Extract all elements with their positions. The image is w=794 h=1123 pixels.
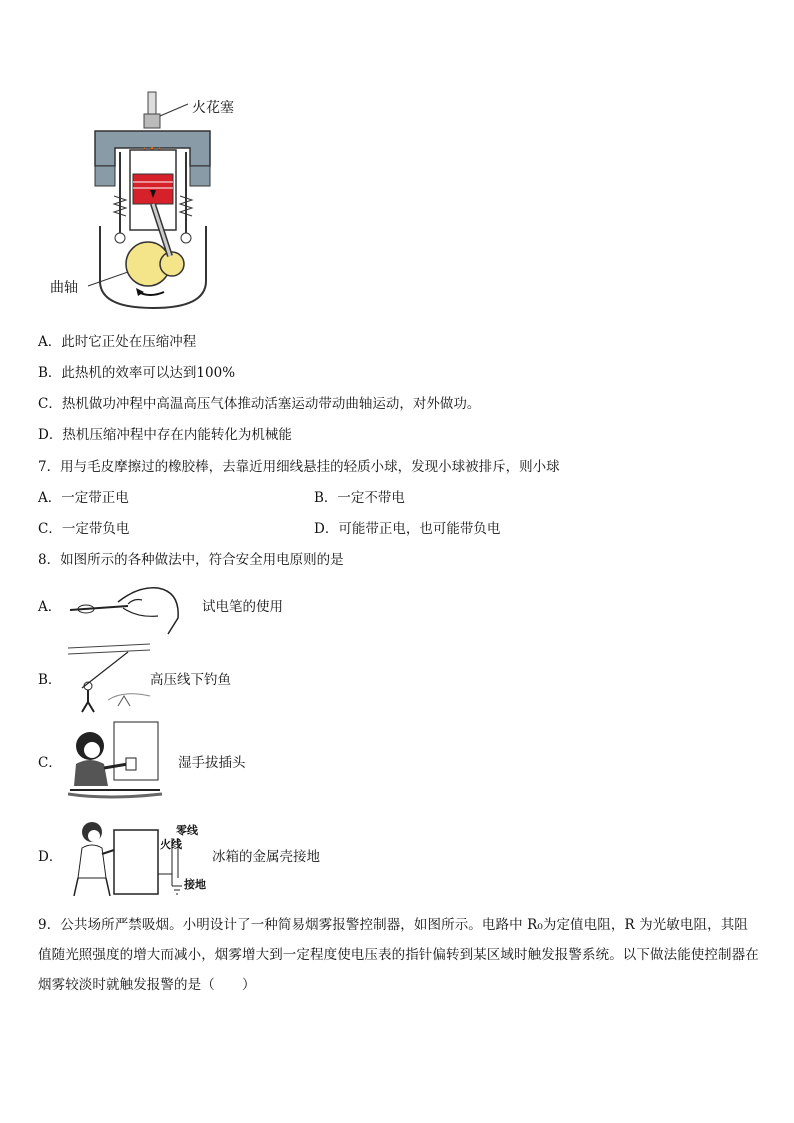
- q6-option-d: D．热机压缩冲程中存在内能转化为机械能: [38, 427, 292, 443]
- fig-d-neutral-label: 零线: [176, 824, 198, 837]
- q8-option-b-caption: 高压线下钓鱼: [150, 672, 231, 688]
- q8-option-d-letter: D．: [38, 849, 63, 865]
- q9-stem: 9．公共场所严禁吸烟。小明设计了一种简易烟雾报警控制器，如图所示。电路中 R₀为定值电阻，R 为光敏电阻，其阻值随光照强度的增大而减小，烟雾增大到一定程度使电压表的指针偏转到某区域时触发报警系统。以下做法能使控制器在烟雾较淡时就触发报警的是（ ）: [38, 917, 759, 993]
- wet-hand-plug-image: [68, 720, 163, 800]
- crankshaft-label: 曲轴: [50, 280, 78, 296]
- q6-option-b: B．此热机的效率可以达到100%: [38, 365, 236, 381]
- q8-option-c-caption: 湿手拔插头: [178, 755, 246, 771]
- fig-d-live-label: 火线: [160, 838, 182, 851]
- q8-option-a-caption: 试电笔的使用: [202, 599, 283, 615]
- wet-hand-plug-svg: [68, 720, 163, 800]
- spark-plug-label: 火花塞: [192, 100, 234, 116]
- q7-option-a: A．一定带正电: [38, 490, 129, 506]
- q7-stem: 7．用与毛皮摩擦过的橡胶棒，去靠近用细线悬挂的轻质小球，发现小球被排斥，则小球: [38, 459, 560, 475]
- q7-option-c: C．一定带负电: [38, 521, 130, 537]
- q8-option-b-letter: B．: [38, 672, 62, 688]
- test-pen-svg: [68, 578, 183, 638]
- q8-option-d-caption: 冰箱的金属壳接地: [212, 849, 320, 865]
- q6-option-c: C．热机做功冲程中高温高压气体推动活塞运动带动曲轴运动，对外做功。: [38, 396, 481, 412]
- test-pen-image: [68, 578, 183, 638]
- q8-stem: 8．如图所示的各种做法中，符合安全用电原则的是: [38, 552, 344, 568]
- fishing-svg: [68, 640, 150, 715]
- fishing-image: [68, 640, 150, 715]
- q6-option-a: A．此时它正处在压缩冲程: [38, 334, 197, 350]
- q8-option-a-letter: A．: [38, 599, 62, 615]
- q7-option-d: D．可能带正电，也可能带负电: [314, 521, 501, 537]
- q8-option-c-letter: C．: [38, 755, 62, 771]
- q7-option-b: B．一定不带电: [314, 490, 405, 506]
- fig-d-ground-label: 接地: [184, 878, 206, 891]
